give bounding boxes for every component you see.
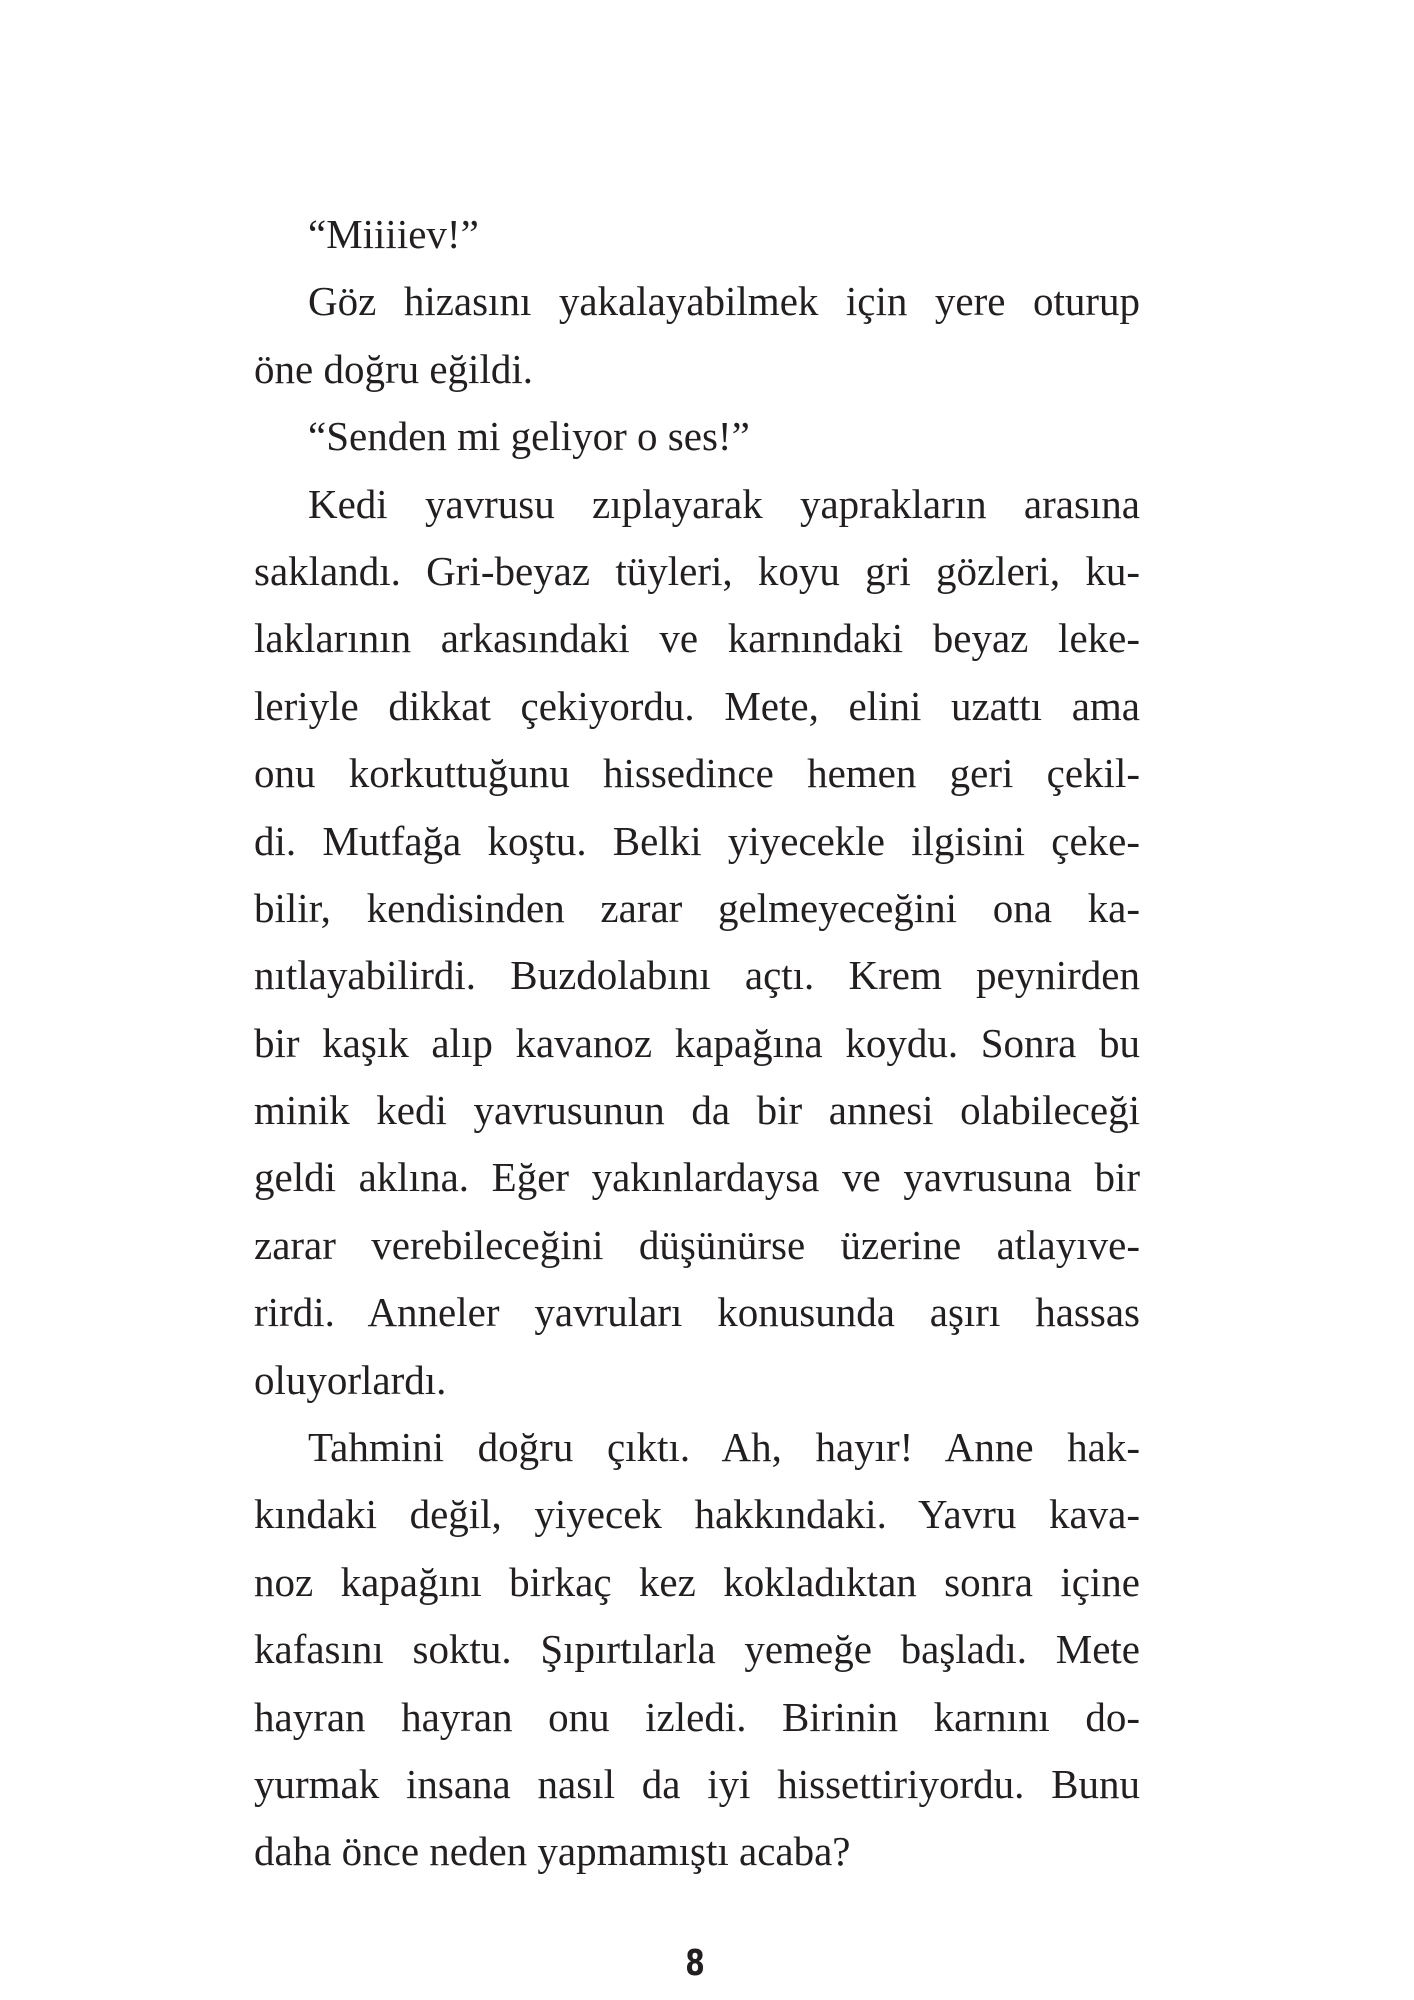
text-line: saklandı. Gri-beyaz tüyleri, koyu gri gözleri, ku-	[254, 547, 1140, 594]
text-line: kafasını soktu. Şıpırtılarla yemeğe başladı. Mete	[254, 1626, 1140, 1673]
text-line: Tahmini doğru çıktı. Ah, hayır! Anne hak-	[308, 1424, 1140, 1471]
paragraph	[254, 403, 1140, 470]
text-line: daha önce neden yapmamıştı acaba?	[254, 1828, 851, 1875]
text-line: di. Mutfağa koştu. Belki yiyecekle ilgisini çeke-	[254, 817, 1140, 864]
paragraph	[254, 471, 1140, 1414]
text-line: noz kapağını birkaç kez kokladıktan sonra içine	[254, 1558, 1140, 1605]
text-line: yurmak insana nasıl da iyi hissettiriyordu. Bunu	[254, 1760, 1140, 1807]
text-line: Göz hizasını yakalayabilmek için yere oturup	[308, 278, 1140, 325]
text-line: leriyle dikkat çekiyordu. Mete, elini uzattı ama	[254, 682, 1140, 729]
body-text	[254, 201, 1140, 1886]
text-line: “Miiiiev!”	[308, 211, 479, 257]
text-line: nıtlayabilirdi. Buzdolabını açtı. Krem peynirden	[254, 952, 1140, 999]
text-line: geldi aklına. Eğer yakınlardaysa ve yavrusuna bir	[254, 1154, 1140, 1201]
text-line: onu korkuttuğunu hissedince hemen geri çekil-	[254, 750, 1140, 797]
text-line: öne doğru eğildi.	[254, 345, 533, 392]
text-line: Kedi yavrusu zıplayarak yaprakların arasına	[308, 480, 1140, 527]
text-line: “Senden mi geliyor o ses!”	[308, 413, 750, 460]
paragraph	[254, 201, 1140, 268]
paragraph	[254, 1414, 1140, 1886]
text-line: hayran hayran onu izledi. Birinin karnını do-	[254, 1693, 1140, 1740]
text-line: minik kedi yavrusunun da bir annesi olabileceği	[254, 1087, 1140, 1134]
text-line: laklarının arkasındaki ve karnındaki beyaz leke-	[254, 615, 1140, 662]
text-line: bir kaşık alıp kavanoz kapağına koydu. Sonra bu	[254, 1019, 1140, 1066]
page-number: 8	[685, 1943, 705, 1984]
text-line: bilir, kendisinden zarar gelmeyeceğini ona ka-	[254, 884, 1140, 931]
text-line: zarar verebileceğini düşünürse üzerine atlayıve-	[254, 1221, 1140, 1268]
text-line: oluyorlardı.	[254, 1356, 447, 1403]
text-line: kındaki değil, yiyecek hakkındaki. Yavru kava-	[254, 1491, 1140, 1538]
text-line: rirdi. Anneler yavruları konusunda aşırı hassas	[254, 1289, 1140, 1336]
paragraph	[254, 268, 1140, 403]
